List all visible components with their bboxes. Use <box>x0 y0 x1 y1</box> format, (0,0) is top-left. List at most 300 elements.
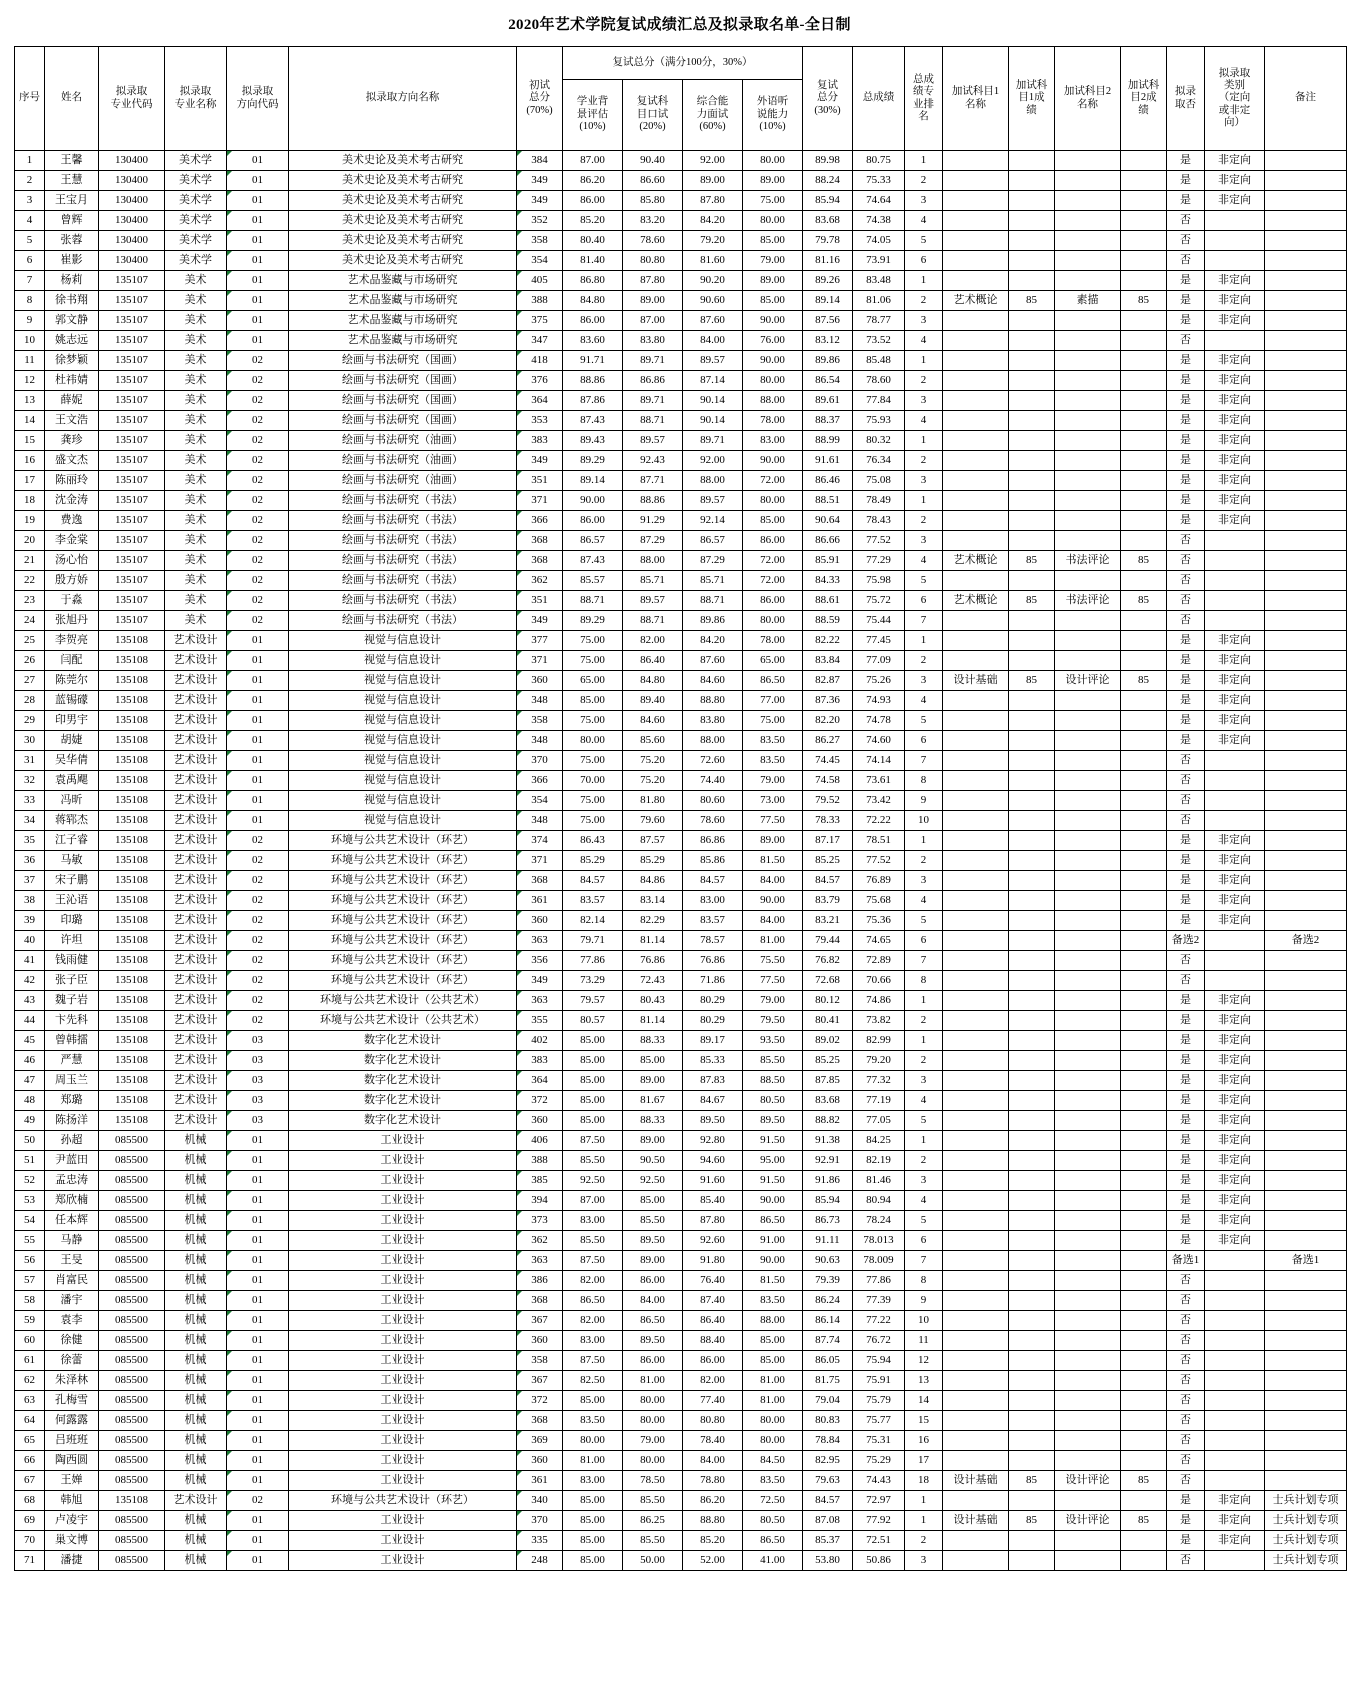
cell-name: 王沁语 <box>45 891 99 911</box>
cell-remark <box>1265 271 1347 291</box>
cell-comprehensive-score: 52.00 <box>683 1551 743 1571</box>
cell-first-exam: 375 <box>517 311 563 331</box>
cell-name: 蒋郓杰 <box>45 811 99 831</box>
cell-retest-total: 83.79 <box>803 891 853 911</box>
cell-extra2-score: 85 <box>1121 551 1167 571</box>
cell-comprehensive-score: 85.71 <box>683 571 743 591</box>
cell-extra2-name <box>1055 1371 1121 1391</box>
cell-direction-code: 01 <box>227 1171 289 1191</box>
cell-comprehensive-score: 88.40 <box>683 1331 743 1351</box>
cell-oral-score: 84.86 <box>623 871 683 891</box>
cell-extra2-name <box>1055 931 1121 951</box>
cell-academic-score: 83.50 <box>563 1411 623 1431</box>
table-row <box>15 291 1347 311</box>
cell-index: 39 <box>15 911 45 931</box>
cell-total-score: 80.32 <box>853 431 905 451</box>
cell-retest-total: 78.84 <box>803 1431 853 1451</box>
cell-remark <box>1265 1451 1347 1471</box>
cell-remark <box>1265 631 1347 651</box>
cell-index: 16 <box>15 451 45 471</box>
cell-admitted: 是 <box>1167 1491 1205 1511</box>
cell-extra2-name <box>1055 1531 1121 1551</box>
cell-extra2-name <box>1055 1011 1121 1031</box>
cell-academic-score: 82.14 <box>563 911 623 931</box>
cell-name: 孙超 <box>45 1131 99 1151</box>
cell-oral-score: 80.43 <box>623 991 683 1011</box>
cell-retest-total: 86.66 <box>803 531 853 551</box>
cell-major-name: 美术 <box>165 291 227 311</box>
cell-index: 3 <box>15 191 45 211</box>
cell-extra2-name <box>1055 1251 1121 1271</box>
cell-extra1-name <box>943 491 1009 511</box>
cell-academic-score: 75.00 <box>563 711 623 731</box>
cell-extra1-score <box>1009 1371 1055 1391</box>
cell-extra2-score <box>1121 1031 1167 1051</box>
cell-extra1-score <box>1009 831 1055 851</box>
cell-admitted: 是 <box>1167 311 1205 331</box>
cell-rank: 6 <box>905 1231 943 1251</box>
cell-comprehensive-score: 90.20 <box>683 271 743 291</box>
cell-oral-score: 88.33 <box>623 1031 683 1051</box>
cell-major-code: 135108 <box>99 631 165 651</box>
table-row <box>15 1171 1347 1191</box>
cell-comprehensive-score: 89.00 <box>683 171 743 191</box>
table-row <box>15 1511 1347 1531</box>
cell-language-score: 72.00 <box>743 551 803 571</box>
cell-remark <box>1265 171 1347 191</box>
cell-extra2-name <box>1055 1391 1121 1411</box>
cell-academic-score: 88.86 <box>563 371 623 391</box>
cell-comprehensive-score: 84.00 <box>683 1451 743 1471</box>
cell-academic-score: 87.00 <box>563 1191 623 1211</box>
cell-language-score: 80.00 <box>743 611 803 631</box>
cell-language-score: 81.00 <box>743 1371 803 1391</box>
cell-academic-score: 91.71 <box>563 351 623 371</box>
cell-index: 32 <box>15 771 45 791</box>
cell-retest-total: 79.04 <box>803 1391 853 1411</box>
cell-extra1-name <box>943 611 1009 631</box>
cat-line2: 类别 <box>1224 79 1245 91</box>
col-header-admitted <box>1167 47 1205 151</box>
cell-category: 非定向 <box>1205 511 1265 531</box>
cell-major-code: 135108 <box>99 731 165 751</box>
cell-rank: 1 <box>905 151 943 171</box>
cell-extra2-score <box>1121 191 1167 211</box>
cell-language-score: 79.00 <box>743 771 803 791</box>
cell-language-score: 81.00 <box>743 931 803 951</box>
cell-oral-score: 90.50 <box>623 1151 683 1171</box>
cell-direction-name: 工业设计 <box>289 1351 517 1371</box>
cell-direction-name: 工业设计 <box>289 1311 517 1331</box>
cell-extra1-name <box>943 711 1009 731</box>
cell-extra2-name <box>1055 891 1121 911</box>
cell-total-score: 78.60 <box>853 371 905 391</box>
cell-oral-score: 85.71 <box>623 571 683 591</box>
cell-category <box>1205 1451 1265 1471</box>
cell-retest-total: 91.11 <box>803 1231 853 1251</box>
cell-category: 非定向 <box>1205 671 1265 691</box>
cell-direction-code: 02 <box>227 951 289 971</box>
table-row <box>15 551 1347 571</box>
cell-retest-total: 86.24 <box>803 1291 853 1311</box>
cell-extra2-name <box>1055 1271 1121 1291</box>
cell-rank: 5 <box>905 231 943 251</box>
cell-total-score: 77.52 <box>853 531 905 551</box>
cell-oral-score: 78.60 <box>623 231 683 251</box>
cell-retest-total: 81.16 <box>803 251 853 271</box>
dir-code-line2: 方向代码 <box>236 98 279 110</box>
cell-admitted: 是 <box>1167 1051 1205 1071</box>
cell-oral-score: 86.25 <box>623 1511 683 1531</box>
cell-language-score: 85.00 <box>743 291 803 311</box>
cell-extra1-score <box>1009 1051 1055 1071</box>
cell-direction-code: 02 <box>227 831 289 851</box>
cell-name: 卢凌宇 <box>45 1511 99 1531</box>
cell-extra2-score <box>1121 1071 1167 1091</box>
col-header-extra1-name <box>943 47 1009 151</box>
cell-direction-code: 01 <box>227 1331 289 1351</box>
cell-rank: 4 <box>905 411 943 431</box>
cell-first-exam: 358 <box>517 1351 563 1371</box>
cell-name: 徐书翔 <box>45 291 99 311</box>
table-row <box>15 1531 1347 1551</box>
cell-comprehensive-score: 89.86 <box>683 611 743 631</box>
cell-index: 61 <box>15 1351 45 1371</box>
cell-index: 21 <box>15 551 45 571</box>
cell-admitted: 否 <box>1167 1551 1205 1571</box>
cell-extra1-name <box>943 151 1009 171</box>
cell-admitted: 否 <box>1167 211 1205 231</box>
table-row <box>15 1111 1347 1131</box>
cell-remark <box>1265 1031 1347 1051</box>
cell-language-score: 79.50 <box>743 1011 803 1031</box>
cell-extra1-score <box>1009 371 1055 391</box>
cell-retest-total: 85.94 <box>803 1191 853 1211</box>
table-row <box>15 1431 1347 1451</box>
table-row <box>15 231 1347 251</box>
cell-extra1-score <box>1009 1311 1055 1331</box>
cell-first-exam: 370 <box>517 751 563 771</box>
cell-admitted: 是 <box>1167 891 1205 911</box>
cell-major-name: 机械 <box>165 1351 227 1371</box>
col-header-sub-academic <box>563 80 623 151</box>
cat-line5: 向） <box>1224 117 1245 129</box>
cell-extra1-name <box>943 751 1009 771</box>
cell-total-score: 74.43 <box>853 1471 905 1491</box>
cell-admitted: 是 <box>1167 191 1205 211</box>
cell-retest-total: 85.94 <box>803 191 853 211</box>
cell-direction-name: 工业设计 <box>289 1511 517 1531</box>
cell-first-exam: 405 <box>517 271 563 291</box>
cell-extra2-score <box>1121 1171 1167 1191</box>
cell-direction-name: 绘画与书法研究（书法） <box>289 591 517 611</box>
cell-extra2-score <box>1121 951 1167 971</box>
cell-admitted: 是 <box>1167 1031 1205 1051</box>
cell-name: 陶西圆 <box>45 1451 99 1471</box>
cell-remark <box>1265 1171 1347 1191</box>
cell-retest-total: 79.63 <box>803 1471 853 1491</box>
cell-name: 宋子鹏 <box>45 871 99 891</box>
cell-oral-score: 89.57 <box>623 431 683 451</box>
cell-language-score: 75.00 <box>743 191 803 211</box>
cell-oral-score: 87.80 <box>623 271 683 291</box>
cell-extra1-name <box>943 1171 1009 1191</box>
cell-extra1-name <box>943 1091 1009 1111</box>
cell-name: 尹蓝田 <box>45 1151 99 1171</box>
cell-comprehensive-score: 87.29 <box>683 551 743 571</box>
cell-oral-score: 79.00 <box>623 1431 683 1451</box>
cell-name: 钱雨健 <box>45 951 99 971</box>
cell-remark <box>1265 611 1347 631</box>
cell-extra1-name <box>943 1271 1009 1291</box>
cell-comprehensive-score: 86.00 <box>683 1351 743 1371</box>
cell-direction-code: 01 <box>227 251 289 271</box>
cell-first-exam: 364 <box>517 391 563 411</box>
col-header-major-code <box>99 47 165 151</box>
cell-extra1-name <box>943 931 1009 951</box>
cell-language-score: 83.00 <box>743 431 803 451</box>
sub4-line3: (10%) <box>759 121 786 133</box>
cell-admitted: 否 <box>1167 811 1205 831</box>
cell-comprehensive-score: 76.40 <box>683 1271 743 1291</box>
cell-index: 26 <box>15 651 45 671</box>
cell-extra2-score <box>1121 1211 1167 1231</box>
cell-direction-name: 数字化艺术设计 <box>289 1111 517 1131</box>
cell-extra1-score: 85 <box>1009 591 1055 611</box>
cell-major-name: 美术学 <box>165 231 227 251</box>
cell-academic-score: 80.00 <box>563 731 623 751</box>
cell-oral-score: 78.50 <box>623 1471 683 1491</box>
cell-oral-score: 89.71 <box>623 351 683 371</box>
cat-line4: 或非定 <box>1218 104 1251 116</box>
cell-major-name: 机械 <box>165 1471 227 1491</box>
cell-major-code: 135108 <box>99 1091 165 1111</box>
cell-rank: 4 <box>905 891 943 911</box>
e1s-line2: 目1成 <box>1018 92 1045 104</box>
cell-direction-code: 02 <box>227 351 289 371</box>
cell-oral-score: 87.29 <box>623 531 683 551</box>
cell-extra1-name <box>943 411 1009 431</box>
cell-extra1-name <box>943 311 1009 331</box>
cell-total-score: 77.52 <box>853 851 905 871</box>
col-header-index: 序号 <box>15 47 45 151</box>
cell-major-code: 135108 <box>99 871 165 891</box>
cell-academic-score: 86.57 <box>563 531 623 551</box>
e2s-line3: 绩 <box>1138 104 1149 116</box>
cell-direction-name: 视觉与信息设计 <box>289 711 517 731</box>
cell-admitted: 是 <box>1167 151 1205 171</box>
cell-rank: 11 <box>905 1331 943 1351</box>
cell-first-exam: 367 <box>517 1371 563 1391</box>
cell-first-exam: 383 <box>517 1051 563 1071</box>
cell-language-score: 90.00 <box>743 451 803 471</box>
cell-extra2-name <box>1055 1351 1121 1371</box>
cell-admitted: 否 <box>1167 1331 1205 1351</box>
cell-comprehensive-score: 85.86 <box>683 851 743 871</box>
cell-extra1-score: 85 <box>1009 671 1055 691</box>
cell-direction-code: 02 <box>227 551 289 571</box>
cell-language-score: 65.00 <box>743 651 803 671</box>
cell-name: 印璐 <box>45 911 99 931</box>
cell-retest-total: 86.05 <box>803 1351 853 1371</box>
cell-direction-name: 工业设计 <box>289 1211 517 1231</box>
cell-extra2-score: 85 <box>1121 591 1167 611</box>
cell-total-score: 75.72 <box>853 591 905 611</box>
cell-comprehensive-score: 84.67 <box>683 1091 743 1111</box>
cell-direction-code: 01 <box>227 691 289 711</box>
cell-comprehensive-score: 87.60 <box>683 651 743 671</box>
cell-rank: 2 <box>905 851 943 871</box>
cell-extra1-name <box>943 631 1009 651</box>
cell-direction-code: 01 <box>227 1391 289 1411</box>
rank-line1: 总成 <box>913 73 934 85</box>
cell-admitted: 否 <box>1167 251 1205 271</box>
e1s-line3: 绩 <box>1026 104 1037 116</box>
cell-academic-score: 83.00 <box>563 1471 623 1491</box>
cell-retest-total: 86.54 <box>803 371 853 391</box>
cell-category <box>1205 971 1265 991</box>
cell-extra2-score <box>1121 1491 1167 1511</box>
cell-extra2-name <box>1055 1431 1121 1451</box>
cell-oral-score: 82.29 <box>623 911 683 931</box>
cell-total-score: 80.94 <box>853 1191 905 1211</box>
cell-first-exam: 371 <box>517 851 563 871</box>
cell-major-name: 美术学 <box>165 191 227 211</box>
cell-rank: 4 <box>905 211 943 231</box>
cell-language-score: 93.50 <box>743 1031 803 1051</box>
cell-total-score: 75.44 <box>853 611 905 631</box>
cell-oral-score: 79.60 <box>623 811 683 831</box>
cell-extra2-score <box>1121 891 1167 911</box>
dir-code-line1: 拟录取 <box>241 86 274 98</box>
cell-total-score: 79.20 <box>853 1051 905 1071</box>
cell-academic-score: 75.00 <box>563 791 623 811</box>
cell-retest-total: 87.17 <box>803 831 853 851</box>
cell-retest-total: 82.20 <box>803 711 853 731</box>
cell-direction-code: 02 <box>227 991 289 1011</box>
cell-language-score: 88.00 <box>743 391 803 411</box>
cell-category: 非定向 <box>1205 291 1265 311</box>
cell-extra1-name <box>943 871 1009 891</box>
cell-first-exam: 248 <box>517 1551 563 1571</box>
cell-category: 非定向 <box>1205 831 1265 851</box>
cell-major-name: 美术 <box>165 391 227 411</box>
cell-oral-score: 76.86 <box>623 951 683 971</box>
table-row <box>15 871 1347 891</box>
col-header-sub-comprehensive <box>683 80 743 151</box>
cell-retest-total: 89.98 <box>803 151 853 171</box>
cell-direction-code: 01 <box>227 751 289 771</box>
cell-direction-code: 02 <box>227 931 289 951</box>
cell-remark <box>1265 431 1347 451</box>
cell-direction-code: 01 <box>227 1431 289 1451</box>
cell-rank: 3 <box>905 871 943 891</box>
cell-academic-score: 83.57 <box>563 891 623 911</box>
cell-name: 魏子岩 <box>45 991 99 1011</box>
table-row <box>15 751 1347 771</box>
cell-comprehensive-score: 82.00 <box>683 1371 743 1391</box>
table-row <box>15 1231 1347 1251</box>
cell-index: 67 <box>15 1471 45 1491</box>
cell-extra2-name <box>1055 1211 1121 1231</box>
cell-major-code: 130400 <box>99 191 165 211</box>
cell-retest-total: 82.22 <box>803 631 853 651</box>
cell-direction-code: 01 <box>227 671 289 691</box>
cell-extra1-score <box>1009 731 1055 751</box>
cell-language-score: 91.50 <box>743 1171 803 1191</box>
retest-total-line3: (30%) <box>814 104 841 116</box>
cell-extra1-name: 艺术概论 <box>943 551 1009 571</box>
cell-category: 非定向 <box>1205 711 1265 731</box>
cell-total-score: 77.39 <box>853 1291 905 1311</box>
cell-comprehensive-score: 86.86 <box>683 831 743 851</box>
cell-major-code: 135108 <box>99 751 165 771</box>
cell-total-score: 50.86 <box>853 1551 905 1571</box>
cell-category: 非定向 <box>1205 411 1265 431</box>
cell-remark <box>1265 511 1347 531</box>
cell-category: 非定向 <box>1205 731 1265 751</box>
cell-first-exam: 363 <box>517 991 563 1011</box>
cell-oral-score: 89.00 <box>623 1251 683 1271</box>
cell-major-code: 135107 <box>99 291 165 311</box>
adm-line1: 拟录 <box>1175 86 1196 98</box>
cell-total-score: 78.013 <box>853 1231 905 1251</box>
cell-direction-name: 环境与公共艺术设计（环艺） <box>289 851 517 871</box>
first-exam-line1: 初试 <box>529 79 550 91</box>
cell-rank: 3 <box>905 1171 943 1191</box>
cell-remark <box>1265 251 1347 271</box>
cell-admitted: 否 <box>1167 1431 1205 1451</box>
cell-extra2-score <box>1121 1431 1167 1451</box>
cell-direction-code: 01 <box>227 171 289 191</box>
cell-academic-score: 75.00 <box>563 751 623 771</box>
cell-major-code: 085500 <box>99 1451 165 1471</box>
cell-name: 郑璐 <box>45 1091 99 1111</box>
cell-major-code: 085500 <box>99 1471 165 1491</box>
cell-first-exam: 366 <box>517 511 563 531</box>
cell-oral-score: 84.60 <box>623 711 683 731</box>
cell-category: 非定向 <box>1205 1491 1265 1511</box>
cell-category: 非定向 <box>1205 1511 1265 1531</box>
cell-extra2-name <box>1055 691 1121 711</box>
cell-total-score: 77.84 <box>853 391 905 411</box>
cell-major-code: 135108 <box>99 651 165 671</box>
cell-extra2-name <box>1055 271 1121 291</box>
cell-admitted: 是 <box>1167 671 1205 691</box>
cell-remark <box>1265 1231 1347 1251</box>
table-row <box>15 811 1347 831</box>
cell-index: 71 <box>15 1551 45 1571</box>
cell-major-code: 085500 <box>99 1171 165 1191</box>
cell-extra1-score <box>1009 1531 1055 1551</box>
cell-extra1-name <box>943 1451 1009 1471</box>
cell-major-code: 135108 <box>99 1051 165 1071</box>
cell-extra1-score <box>1009 1411 1055 1431</box>
col-header-rank <box>905 47 943 151</box>
cell-index: 70 <box>15 1531 45 1551</box>
cell-retest-total: 80.41 <box>803 1011 853 1031</box>
cell-major-name: 艺术设计 <box>165 971 227 991</box>
cell-direction-name: 绘画与书法研究（油画） <box>289 471 517 491</box>
cell-category <box>1205 1431 1265 1451</box>
cell-extra1-name: 艺术概论 <box>943 591 1009 611</box>
cell-major-code: 135107 <box>99 491 165 511</box>
cell-direction-name: 环境与公共艺术设计（环艺） <box>289 891 517 911</box>
cell-extra2-name <box>1055 871 1121 891</box>
cell-category: 非定向 <box>1205 311 1265 331</box>
cell-major-name: 艺术设计 <box>165 751 227 771</box>
cell-comprehensive-score: 74.40 <box>683 771 743 791</box>
